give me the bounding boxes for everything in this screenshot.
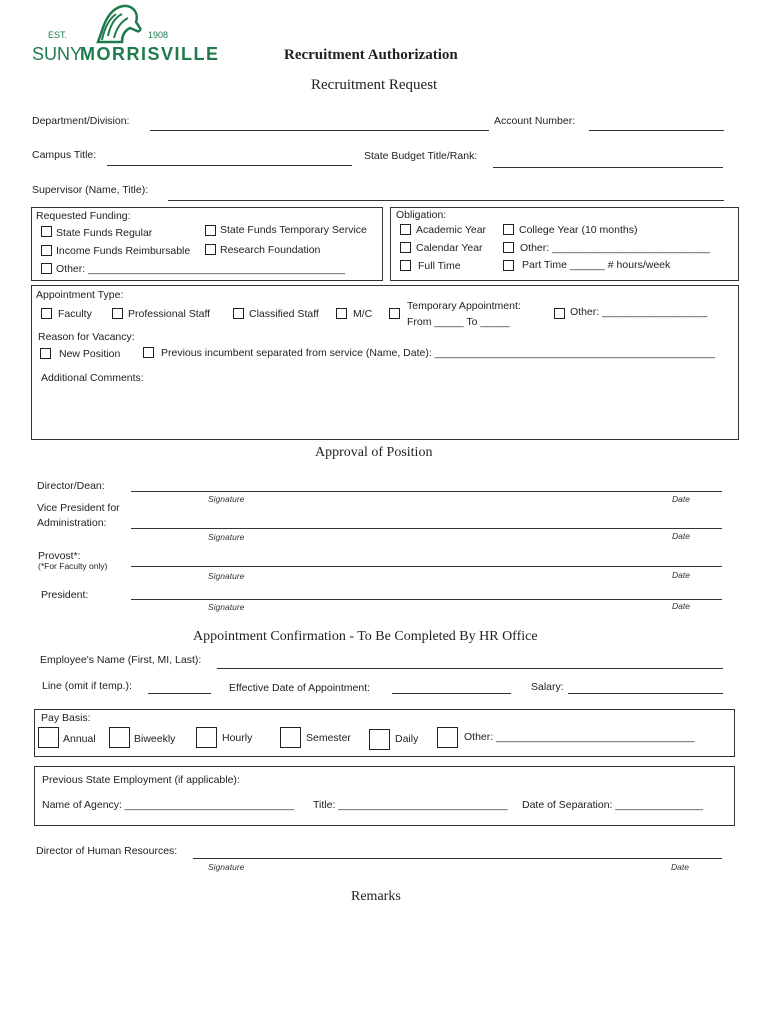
provost-signature-line[interactable] <box>131 566 722 567</box>
new-position-checkbox[interactable] <box>40 348 51 359</box>
vp-label-line1: Vice President for <box>37 502 120 514</box>
calendar-year-checkbox[interactable] <box>400 242 411 253</box>
income-funds-label: Income Funds Reimbursable <box>56 245 191 257</box>
logo-year: 1908 <box>148 30 169 40</box>
budget-title-field[interactable] <box>493 167 723 168</box>
appointment-other-checkbox[interactable] <box>554 308 565 319</box>
professional-staff-label: Professional Staff <box>128 308 211 320</box>
biweekly-label: Biweekly <box>134 733 176 745</box>
temporary-appointment-label: Temporary Appointment: <box>407 300 521 312</box>
date-caption: Date <box>672 601 690 611</box>
part-time-checkbox[interactable] <box>503 260 514 271</box>
biweekly-checkbox[interactable] <box>109 727 130 748</box>
appointment-other-label: Other: __________________ <box>570 306 708 318</box>
annual-checkbox[interactable] <box>38 727 59 748</box>
obligation-other-label: Other: ___________________________ <box>520 242 710 254</box>
income-funds-checkbox[interactable] <box>41 245 52 256</box>
department-label: Department/Division: <box>32 115 130 127</box>
classified-staff-checkbox[interactable] <box>233 308 244 319</box>
provost-note: (*For Faculty only) <box>38 561 108 571</box>
date-caption: Date <box>672 570 690 580</box>
full-time-label: Full Time <box>418 260 461 272</box>
supervisor-field[interactable] <box>168 200 724 201</box>
state-funds-regular-checkbox[interactable] <box>41 226 52 237</box>
date-caption: Date <box>672 531 690 541</box>
research-foundation-checkbox[interactable] <box>205 244 216 255</box>
additional-comments-label: Additional Comments: <box>41 372 144 384</box>
research-foundation-label: Research Foundation <box>220 244 321 256</box>
form-title: Recruitment Authorization <box>284 47 458 63</box>
funding-label: Requested Funding: <box>36 210 131 222</box>
logo-suny: SUNY <box>32 44 83 64</box>
agency-label: Name of Agency: _____________________________ <box>42 799 295 811</box>
confirmation-heading: Appointment Confirmation - To Be Completed By HR Office <box>193 629 538 644</box>
mc-checkbox[interactable] <box>336 308 347 319</box>
account-label: Account Number: <box>494 115 576 127</box>
part-time-label: Part Time ______ # hours/week <box>522 259 671 271</box>
college-year-checkbox[interactable] <box>503 224 514 235</box>
signature-caption: Signature <box>208 571 245 581</box>
department-field[interactable] <box>150 130 489 131</box>
reason-label: Reason for Vacancy: <box>38 331 135 343</box>
calendar-year-label: Calendar Year <box>416 242 483 254</box>
state-funds-temp-checkbox[interactable] <box>205 225 216 236</box>
funding-other-label: Other: ____________________________________________ <box>56 263 346 275</box>
signature-caption: Signature <box>208 602 245 612</box>
previous-employment-label: Previous State Employment (if applicable): <box>42 774 240 786</box>
account-field[interactable] <box>589 130 724 131</box>
faculty-label: Faculty <box>58 308 92 320</box>
vp-label-line2: Administration: <box>37 517 107 529</box>
director-dean-label: Director/Dean: <box>37 480 105 492</box>
funding-other-checkbox[interactable] <box>41 263 52 274</box>
line-field[interactable] <box>148 693 211 694</box>
pay-other-label: Other: __________________________________ <box>464 731 695 743</box>
state-funds-temp-label: State Funds Temporary Service <box>220 224 367 236</box>
mc-label: M/C <box>353 308 373 320</box>
obligation-label: Obligation: <box>396 209 447 221</box>
temporary-dates-label: From _____ To _____ <box>407 316 510 328</box>
salary-field[interactable] <box>568 693 723 694</box>
hourly-checkbox[interactable] <box>196 727 217 748</box>
president-label: President: <box>41 589 89 601</box>
approval-heading: Approval of Position <box>315 445 433 460</box>
director-hr-label: Director of Human Resources: <box>36 845 178 857</box>
signature-caption: Signature <box>208 494 245 504</box>
date-caption: Date <box>671 862 689 872</box>
campus-title-label: Campus Title: <box>32 149 97 161</box>
remarks-heading: Remarks <box>351 889 401 904</box>
campus-title-field[interactable] <box>107 165 352 166</box>
obligation-other-checkbox[interactable] <box>503 242 514 253</box>
supervisor-label: Supervisor (Name, Title): <box>32 184 149 196</box>
professional-staff-checkbox[interactable] <box>112 308 123 319</box>
date-caption: Date <box>672 494 690 504</box>
employee-name-label: Employee's Name (First, MI, Last): <box>40 654 202 666</box>
academic-year-label: Academic Year <box>416 224 487 236</box>
signature-caption: Signature <box>208 532 245 542</box>
daily-label: Daily <box>395 733 419 745</box>
pay-basis-label: Pay Basis: <box>41 712 91 724</box>
previous-incumbent-label: Previous incumbent separated from service (Name, Date): ________________________________________________ <box>161 347 715 359</box>
state-funds-regular-label: State Funds Regular <box>56 227 153 239</box>
director-dean-signature-line[interactable] <box>131 491 722 492</box>
annual-label: Annual <box>63 733 96 745</box>
semester-label: Semester <box>306 732 351 744</box>
college-year-label: College Year (10 months) <box>519 224 638 236</box>
president-signature-line[interactable] <box>131 599 722 600</box>
pay-other-checkbox[interactable] <box>437 727 458 748</box>
form-subtitle: Recruitment Request <box>311 77 438 93</box>
previous-incumbent-checkbox[interactable] <box>143 347 154 358</box>
employee-name-field[interactable] <box>217 668 723 669</box>
full-time-checkbox[interactable] <box>400 260 411 271</box>
director-hr-signature-line[interactable] <box>193 858 722 859</box>
prev-title-label: Title: _____________________________ <box>313 799 508 811</box>
vp-signature-line[interactable] <box>131 528 722 529</box>
signature-caption: Signature <box>208 862 245 872</box>
line-label: Line (omit if temp.): <box>42 680 132 692</box>
horse-head-logo-icon <box>92 2 150 46</box>
new-position-label: New Position <box>59 348 121 360</box>
budget-title-label: State Budget Title/Rank: <box>364 150 478 162</box>
provost-label: Provost*: <box>38 550 81 562</box>
faculty-checkbox[interactable] <box>41 308 52 319</box>
appointment-type-label: Appointment Type: <box>36 289 124 301</box>
classified-staff-label: Classified Staff <box>249 308 319 320</box>
daily-checkbox[interactable] <box>369 729 390 750</box>
effective-date-field[interactable] <box>392 693 511 694</box>
logo-est: EST. <box>48 30 68 40</box>
logo-morrisville: MORRISVILLE <box>80 44 220 64</box>
academic-year-checkbox[interactable] <box>400 224 411 235</box>
semester-checkbox[interactable] <box>280 727 301 748</box>
hourly-label: Hourly <box>222 732 253 744</box>
separation-date-label: Date of Separation: _______________ <box>522 799 703 811</box>
temporary-appointment-checkbox[interactable] <box>389 308 400 319</box>
effective-date-label: Effective Date of Appointment: <box>229 682 371 694</box>
salary-label: Salary: <box>531 681 564 693</box>
